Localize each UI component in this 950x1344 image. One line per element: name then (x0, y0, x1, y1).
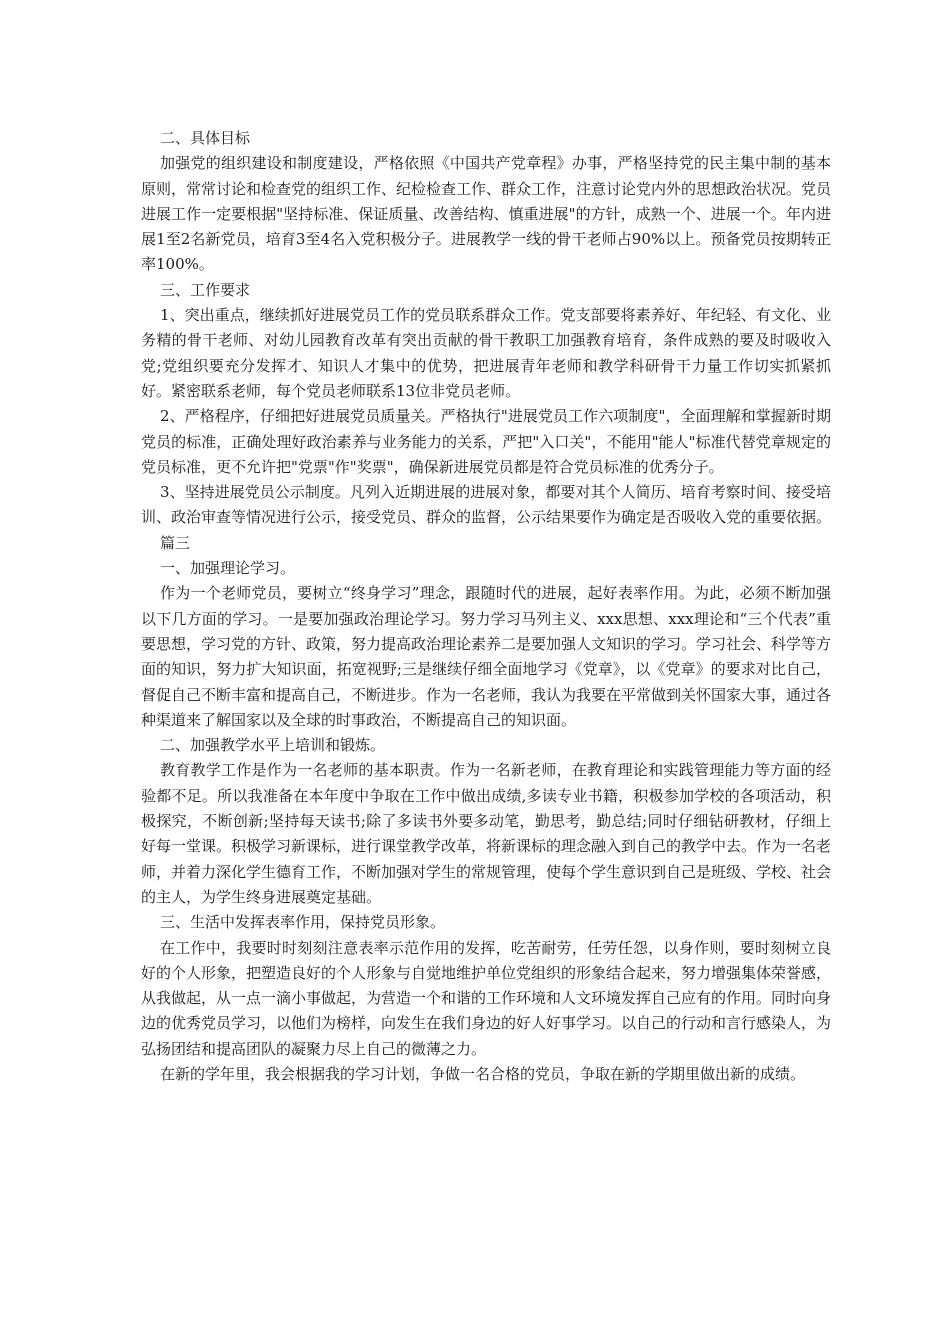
section-heading-specific-goals: 二、具体目标 (160, 129, 251, 147)
section-heading-role-model: 三、生活中发挥表率作用，保持党员形象。 (160, 913, 446, 932)
paragraph-requirement-1: 1、突出重点，继续抓好进展党员工作的党员联系群众工作。党支部要将素养好、年纪轻、有文化、业务精的骨干老师、对幼儿园教育改革有突出贡献的骨干教职工加强教育培育，条件成熟的要及时吸收入党;党组织要充分发挥才、知识人才集中的优势，把进展青年老师和教学科研骨干力量工作切实抓紧抓好。紧密联系老师，每个党员老师联系13位非党员老师。 (141, 306, 831, 400)
document-body (141, 126, 831, 1087)
paragraph-conclusion: 在新的学年里，我会根据我的学习计划，争做一名合格的党员，争取在新的学期里做出新的成绩。 (160, 1064, 806, 1083)
paragraph-requirement-2: 2、严格程序，仔细把好进展党员质量关。严格执行"进展党员工作六项制度"，全面理解和掌握新时期党员的标准，正确处理好政治素养与业务能力的关系，严把"入口关"，不能用"能人"标准代替党章规定的党员标准，更不允许把"党票"作"奖票"，确保新进展党员都是符合党员标准的优秀分子。 (141, 407, 831, 476)
paragraph-goals: 加强党的组织建设和制度建设，严格依照《中国共产党章程》办事，严格坚持党的民主集中制的基本原则，常常讨论和检查党的组织工作、纪检检查工作、群众工作，注意讨论党内外的思想政治状况。党员进展工作一定要根据"坚持标准、保证质量、改善结构、慎重进展"的方针，成熟一个、进展一个。年内进展1至2名新党员，培育3至4名入党积极分子。进展教学一线的骨干老师占90%以上。预备党员按期转正率100%。 (141, 154, 832, 274)
section-heading-teaching-training: 二、加强教学水平上培训和锻炼。 (160, 736, 386, 755)
section-heading-theory-study: 一、加强理论学习。 (160, 559, 296, 578)
section-heading-part-three: 篇三 (160, 533, 191, 552)
paragraph-theory-study: 作为一个老师党员，要树立“终身学习”理念，跟随时代的进展，起好表率作用。为此，必须不断加强以下几方面的学习。一是要加强政治理论学习。努力学习马列主义、xxx思想、xxx理论和“三个代表”重要思想，学习党的方针、政策，努力提高政治理论素养二是要加强人文知识的学习。学习社会、科学等方面的知识，努力扩大知识面，拓宽视野;三是继续仔细全面地学习《党章》，以《党章》的要求对比自己，督促自己不断丰富和提高自己，不断进步。作为一名老师，我认为我要在平常做到关怀国家大事，通过各种渠道来了解国家以及全球的时事政治，不断提高自己的知识面。 (141, 584, 832, 729)
paragraph-requirement-3: 3、坚持进展党员公示制度。凡列入近期进展的进展对象，都要对其个人简历、培育考察时间、接受培训、政治审查等情况进行公示，接受党员、群众的监督，公示结果要作为确定是否吸收入党的重要依据。 (141, 483, 832, 527)
paragraph-teaching-training: 教育教学工作是作为一名老师的基本职责。作为一名新老师，在教育理论和实践管理能力等方面的经验都不足。所以我准备在本年度中争取在工作中做出成绩,多读专业书籍，积极参加学校的各项活动，积极探究，不断创新;坚持每天读书;除了多读书外要多动笔，勤思考，勤总结;同时仔细钻研教材，仔细上好每一堂课。积极学习新课标，进行课堂教学改革，将新课标的理念融入到自己的教学中去。作为一名老师，并着力深化学生德育工作，不断加强对学生的常规管理，使每个学生意识到自己是班级、学校、社会的主人，为学生终身进展奠定基础。 (141, 761, 832, 906)
section-heading-work-requirements: 三、工作要求 (160, 280, 251, 299)
paragraph-role-model: 在工作中，我要时时刻刻注意表率示范作用的发挥，吃苦耐劳，任劳任怨，以身作则，要时刻树立良好的个人形象，把塑造良好的个人形象与自觉地维护单位党组织的形象结合起来，努力增强集体荣誉感，从我做起，从一点一滴小事做起，为营造一个和谐的工作环境和人文环境发挥自己应有的作用。同时向身边的优秀党员学习，以他们为榜样，向发生在我们身边的好人好事学习。以自己的行动和言行感染人，为弘扬团结和提高团队的凝聚力尽上自己的微薄之力。 (141, 938, 832, 1058)
